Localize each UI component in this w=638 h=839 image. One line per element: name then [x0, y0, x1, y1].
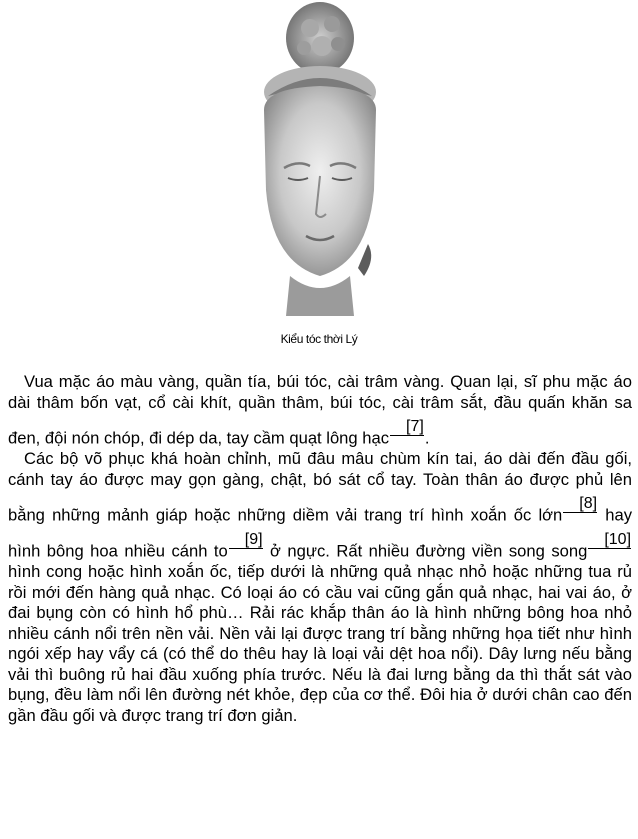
- paragraph-1: [8, 372, 632, 449]
- body-text: [8, 372, 632, 726]
- footnote-link-7[interactable]: [7]: [390, 419, 424, 436]
- footnote-link-8[interactable]: [8]: [563, 496, 597, 513]
- paragraph-2-text-4: hình cong hoặc hình xoắn ốc, tiếp dưới là những quả nhạc nhỏ hoặc những tua rủ rồi mới đến hàng quả nhạc. Có loại áo có cầu vai cũng gắn quả nhạc, hai vai áo, ở đai bụng còn có hình hổ phù… Rải rác khắp thân áo là hình những bông hoa nhỏ nhiều cánh nổi trên nền vải. Nền vải lại được trang trí bằng những họa tiết như hình ngói xếp hay vẩy cá (có thể do thêu hay là loại vải dệt hoa nổi). Dây lưng nếu bằng vải thì buông rủ hai đầu xuống phía trước. Nếu là đai lưng bằng da thì thắt sát vào bụng, đều làm nổi lên đường nét khỏe, đẹp của cơ thể. Đôi hia ở dưới chân cao đến gần đầu gối và được trang trí đơn giản.: [8, 562, 632, 725]
- paragraph-2: [8, 449, 632, 726]
- paragraph-2-text-3: ở ngực. Rất nhiều đường viền song song: [263, 541, 588, 561]
- footnote-link-10[interactable]: [10]: [588, 532, 631, 549]
- figure-caption: Kiểu tóc thời Lý: [280, 332, 358, 346]
- footnote-link-9[interactable]: [9]: [229, 532, 263, 549]
- paragraph-2-text-1: Các bộ võ phục khá hoàn chỉnh, mũ đâu mâu chùm kín tai, áo dài đến đầu gối, cánh tay áo được may gọn gàng, chật, bó sát cổ tay. Toàn thân áo được phủ lên bằng những mảnh giáp hoặc những diềm vải trang trí hình xoắn ốc lớn: [8, 449, 632, 525]
- paragraph-2-text-2: hay hình bông hoa nhiều cánh to: [8, 505, 632, 561]
- buddha-head-icon: [250, 0, 390, 318]
- paragraph-1-text-2: .: [424, 428, 430, 448]
- paragraph-1-text-1: Vua mặc áo màu vàng, quần tía, búi tóc, cài trâm vàng. Quan lại, sĩ phu mặc áo dài thâm bốn vạt, cổ cài khít, quần thâm, búi tóc, cài trâm sắt, đầu quấn khăn sa đen, đội nón chóp, đi dép da, tay cầm quạt lông hạc: [8, 372, 632, 448]
- buddha-statue-image: [250, 0, 390, 318]
